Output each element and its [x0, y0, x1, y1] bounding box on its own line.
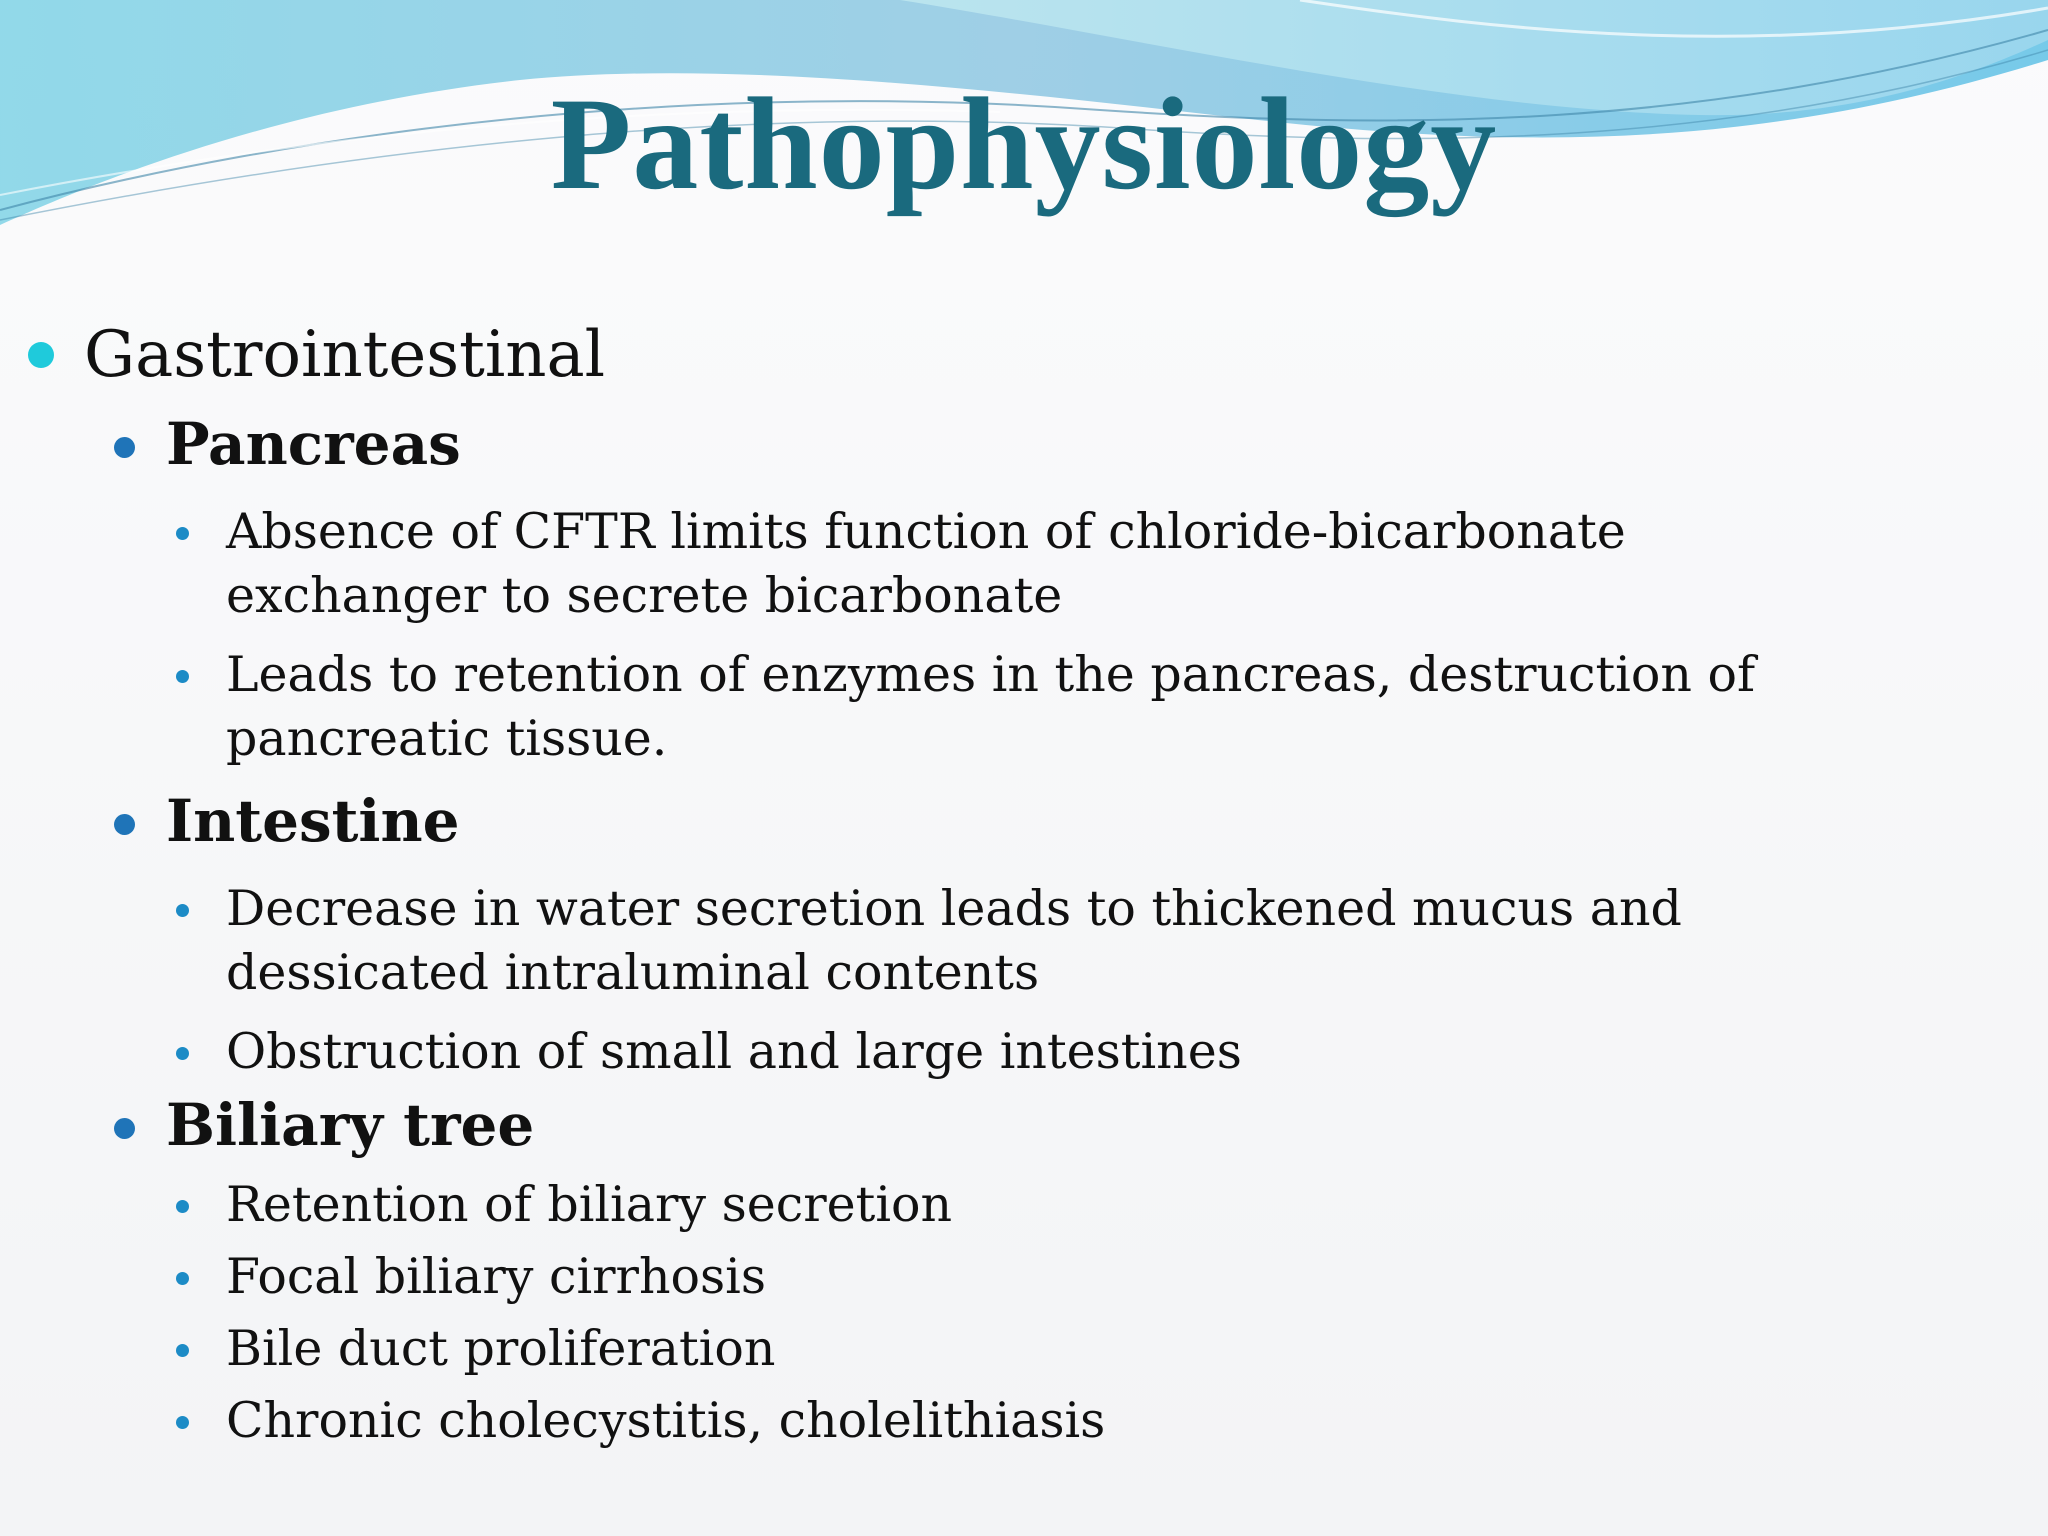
bullet-level3-icon: [176, 527, 189, 540]
list-item-line: Decrease in water secretion leads to thickened mucus and: [226, 880, 1682, 937]
list-item-line: Absence of CFTR limits function of chloride-bicarbonate: [226, 503, 1626, 560]
bullet-level3-icon: [176, 1272, 189, 1285]
list-item-line: Focal biliary cirrhosis: [226, 1248, 766, 1305]
list-item: [226, 1317, 775, 1381]
list-item-line: Bile duct proliferation: [226, 1320, 776, 1377]
list-item: [226, 1020, 1242, 1084]
subheading-biliary-tree: Biliary tree: [166, 1091, 535, 1159]
list-item-line: Leads to retention of enzymes in the pancreas, destruction of: [226, 646, 1756, 703]
list-item: [226, 643, 1755, 771]
list-item-line: exchanger to secrete bicarbonate: [226, 567, 1063, 624]
slide-title: Pathophysiology: [550, 70, 1498, 217]
subheading-pancreas: Pancreas: [166, 410, 461, 478]
list-item: [226, 1245, 766, 1309]
subheading-intestine: Intestine: [166, 787, 460, 855]
bullet-level3-icon: [176, 1416, 189, 1429]
list-item: [226, 1173, 952, 1237]
list-item-line: Retention of biliary secretion: [226, 1176, 953, 1233]
bullet-level2-icon: [114, 437, 135, 458]
bullet-level3-icon: [176, 1344, 189, 1357]
bullet-level2-icon: [114, 1118, 135, 1139]
bullet-level3-icon: [176, 904, 189, 917]
bullet-level3-icon: [176, 1047, 189, 1060]
bullet-level3-icon: [176, 670, 189, 683]
bullet-level2-icon: [114, 814, 135, 835]
list-item-line: pancreatic tissue.: [226, 710, 668, 767]
list-item-line: Chronic cholecystitis, cholelithiasis: [226, 1392, 1106, 1449]
list-item-line: dessicated intraluminal contents: [226, 944, 1040, 1001]
list-item-line: Obstruction of small and large intestines: [226, 1023, 1242, 1080]
bullet-level3-icon: [176, 1200, 189, 1213]
section-heading: Gastrointestinal: [84, 318, 606, 392]
list-item: [226, 1389, 1105, 1453]
list-item: [226, 500, 1626, 628]
bullet-level1-icon: [28, 342, 54, 368]
list-item: [226, 877, 1682, 1005]
